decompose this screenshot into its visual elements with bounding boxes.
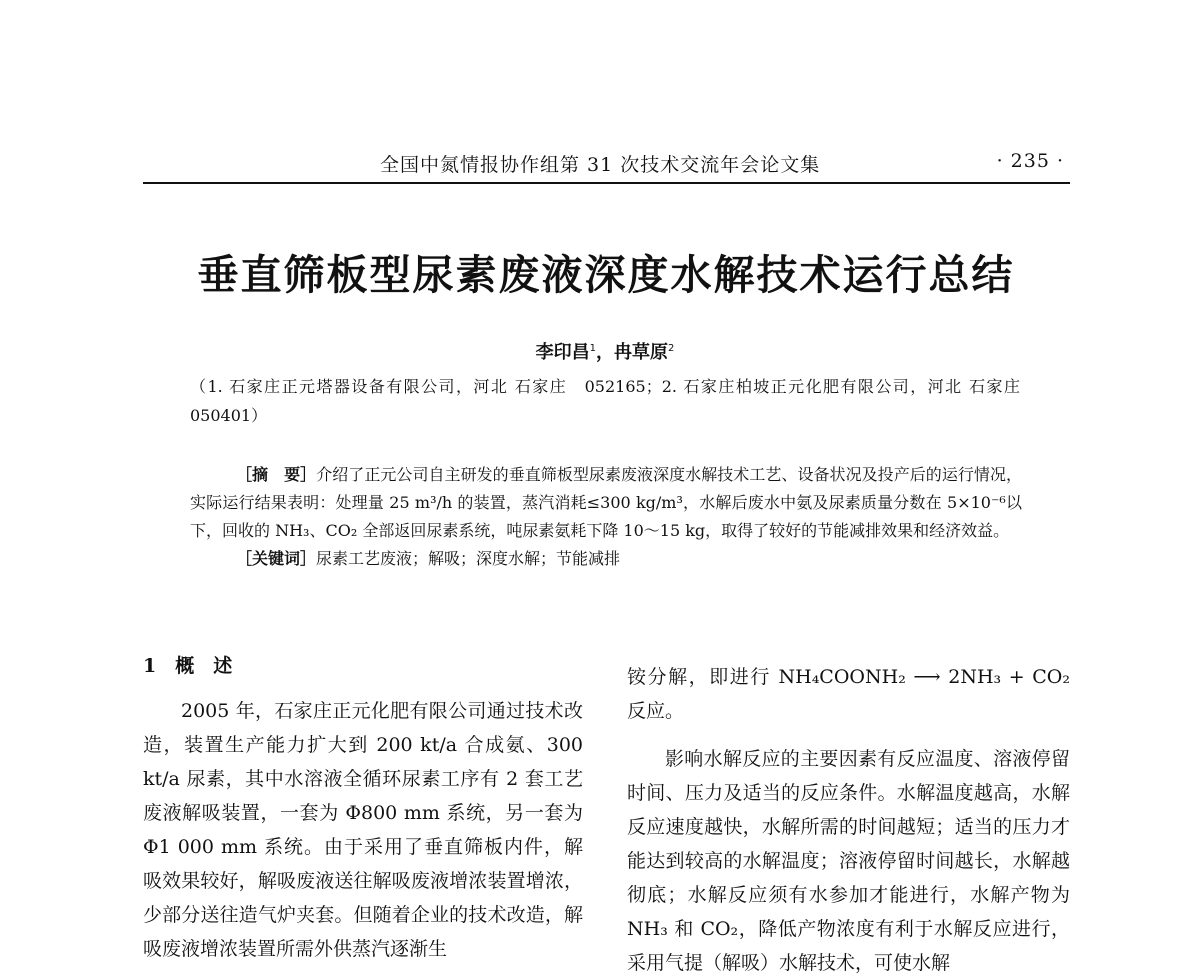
paragraph-gap <box>627 728 1070 742</box>
body-paragraph: 影响水解反应的主要因素有反应温度、溶液停留时间、压力及适当的反应条件。水解温度越高，水解反应速度越快，水解所需的时间越短；适当的压力才能达到较高的水解温度；溶液停留时间越长，水解越彻底；水解反应须有水参加才能进行，水解产物为 NH₃ 和 CO₂，降低产物浓度有利于水解反应进行，采用气提（解吸）水解技术，可使水解 <box>627 748 1070 974</box>
keywords <box>190 545 1022 573</box>
abstract-block <box>190 461 1022 573</box>
author-2-affil-mark: 2 <box>668 343 675 354</box>
paper-title: 垂直筛板型尿素废液深度水解技术运行总结 <box>197 251 1015 299</box>
running-header <box>143 150 1070 174</box>
affiliations: （1. 石家庄正元塔器设备有限公司，河北 石家庄 052165；2. 石家庄柏坡正元化肥有限公司，河北 石家庄 050401） <box>190 377 1037 425</box>
body-paragraph-reaction: 铵分解，即进行 NH₄COONH₂ ⟶ 2NH₃ + CO₂ 反应。 <box>627 666 1070 722</box>
author-2: 冉草原 <box>614 342 668 363</box>
journal-title: 全国中氮情报协作组第 31 次技术交流年会论文集 <box>380 154 821 176</box>
left-column <box>143 694 583 966</box>
abstract-text: 介绍了正元公司自主研发的垂直筛板型尿素废液深度水解技术工艺、设备状况及投产后的运行情况，实际运行结果表明：处理量 25 m³/h 的装置，蒸汽消耗≤300 kg/m³，水解后废水中氨及尿素质量分数在 5×10⁻⁶以下，回收的 NH₃、CO₂ 全部返回尿素系统，吨尿素氨耗下降 10～15 kg，取得了较好的节能减排效果和经济效益。 <box>190 465 1022 540</box>
author-1: 李印昌 <box>535 342 590 363</box>
section-heading: 1 概 述 <box>143 655 233 677</box>
keywords-text: 尿素工艺废液；解吸；深度水解；节能减排 <box>316 549 621 568</box>
author-separator: ， <box>596 342 614 363</box>
page-number: · 235 · <box>996 150 1064 172</box>
right-column <box>627 660 1070 980</box>
header-rule <box>143 182 1070 184</box>
body-paragraph: 2005 年，石家庄正元化肥有限公司通过技术改造，装置生产能力扩大到 200 kt/a 合成氨、300 kt/a 尿素，其中水溶液全循环尿素工序有 2 套工艺废液解吸装置，一套为 Φ800 mm 系统，另一套为 Φ1 000 mm 系统。由于采用了垂直筛板内件，解吸效果较好，解吸废液送往解吸废液增浓装置增浓，少部分送往造气炉夹套。但随着企业的技术改造，解吸废液增浓装置所需外供蒸汽逐渐生 <box>143 700 583 960</box>
author-1-affil-mark: 1 <box>589 343 596 354</box>
abstract-label: ［摘 要］ <box>236 465 317 484</box>
keywords-label: ［关键词］ <box>236 549 317 568</box>
abstract <box>190 461 1022 545</box>
authors <box>0 338 1200 364</box>
